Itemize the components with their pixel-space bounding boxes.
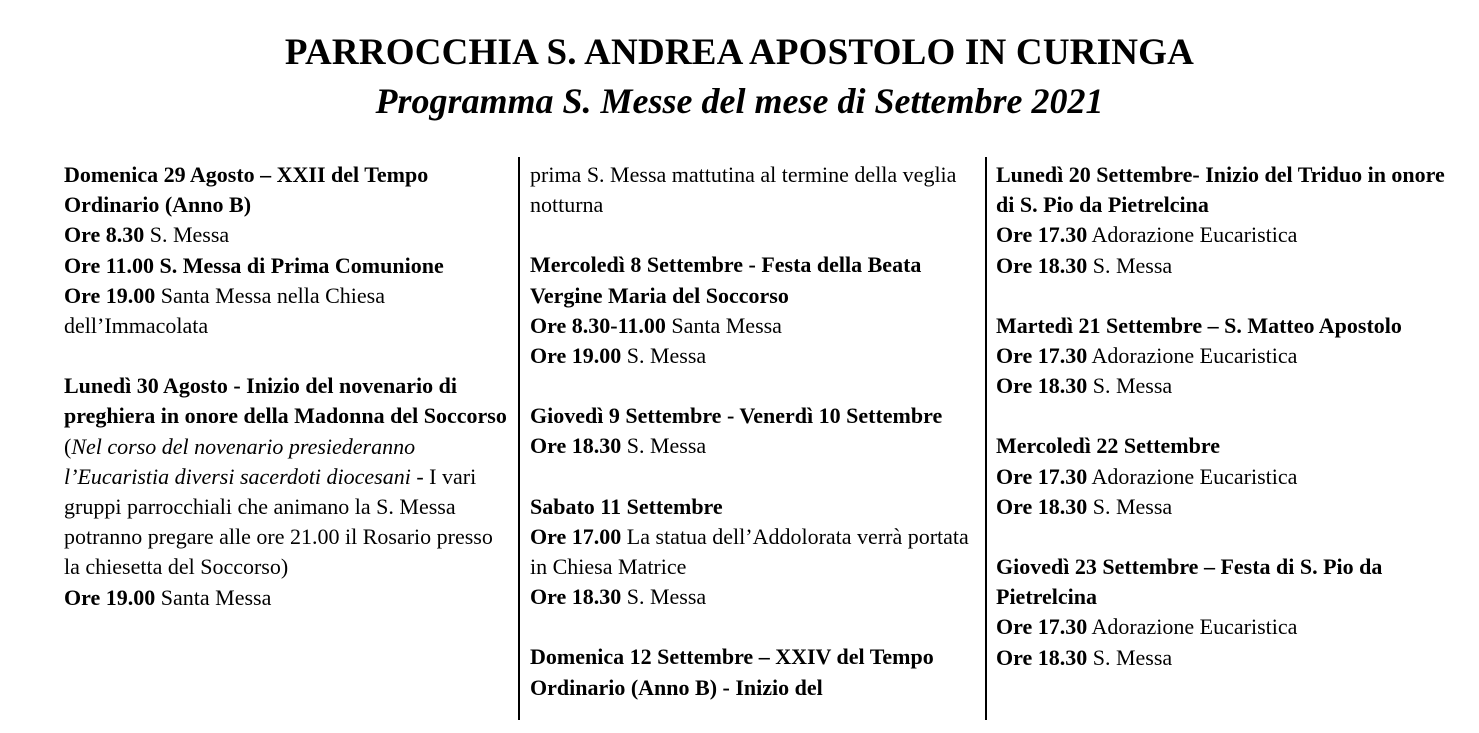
entry-text: S. Messa xyxy=(1087,493,1173,519)
entry-line xyxy=(996,462,1446,492)
entry-time: Ore 17.30 xyxy=(996,614,1088,640)
entry-text: Santa Messa xyxy=(155,584,272,610)
column-divider-1 xyxy=(518,157,520,720)
entry-time: Ore 18.30 xyxy=(530,433,622,459)
entry-line xyxy=(530,582,970,612)
entry-time: Ore 18.30 xyxy=(996,373,1088,399)
entry-time: Ore 17.30 xyxy=(996,463,1088,489)
entry-line xyxy=(996,341,1446,371)
entry-text: prima S. Messa mattutina al termine della veglia notturna xyxy=(530,162,957,218)
entry-heading: Sabato 11 Settembre xyxy=(530,493,723,519)
entry-heading: Mercoledì 8 Settembre - Festa della Beata Vergine Maria del Soccorso xyxy=(530,252,922,308)
entry-time: Ore 8.30-11.00 xyxy=(530,312,666,338)
page-subtitle: Programma S. Messe del mese di Settembre 2021 xyxy=(375,81,1104,121)
entry-text: Santa Messa nella Chiesa dell’Immacolata xyxy=(64,282,385,339)
entry-heading: Martedì 21 Settembre – S. Matteo Apostolo xyxy=(996,312,1402,338)
schedule-entry xyxy=(996,431,1446,522)
entry-line xyxy=(996,643,1446,673)
entry-time: Ore 19.00 xyxy=(530,343,622,369)
entry-text: S. Messa xyxy=(621,343,707,369)
entry-heading: Giovedì 23 Settembre – Festa di S. Pio da Pietrelcina xyxy=(996,554,1383,610)
entry-time: Ore 18.30 xyxy=(530,584,622,610)
entry-time: Ore 19.00 xyxy=(64,282,156,308)
schedule-entry xyxy=(530,250,970,371)
entry-text: Adorazione Eucaristica xyxy=(1087,463,1298,489)
entry-time: Ore 17.00 xyxy=(530,523,622,549)
entry-time: Ore 18.30 xyxy=(996,644,1088,670)
entry-text: La statua dell’Addolorata verrà portata in Chiesa Matrice xyxy=(530,523,969,580)
schedule-column-1 xyxy=(64,160,510,643)
schedule-entry xyxy=(530,401,970,461)
entry-line xyxy=(996,220,1446,250)
entry-line xyxy=(530,341,970,371)
entry-line xyxy=(64,281,510,341)
entry-text: S. Messa xyxy=(621,433,707,459)
entry-line xyxy=(996,251,1446,281)
entry-heading: Giovedì 9 Settembre - Venerdì 10 Settembre xyxy=(530,403,943,429)
schedule-column-3 xyxy=(996,160,1446,703)
entry-text: Adorazione Eucaristica xyxy=(1087,222,1298,248)
entry-text: Adorazione Eucaristica xyxy=(1087,614,1298,640)
entry-heading: Lunedì 30 Agosto - Inizio del novenario di preghiera in onore della Madonna del Soccorso xyxy=(64,373,507,429)
entry-line xyxy=(996,492,1446,522)
schedule-entry xyxy=(530,492,970,613)
entry-text: Adorazione Eucaristica xyxy=(1087,343,1298,369)
entry-time: Ore 18.30 xyxy=(996,252,1088,278)
entry-text: S. Messa xyxy=(144,222,230,248)
page-header xyxy=(0,28,1479,124)
entry-line xyxy=(64,220,510,250)
entry-time: Ore 8.30 xyxy=(64,222,145,248)
schedule-entry xyxy=(996,311,1446,402)
entry-heading: Lunedì 20 Settembre- Inizio del Triduo in onore di S. Pio da Pietrelcina xyxy=(996,162,1445,218)
entry-line xyxy=(530,311,970,341)
entry-note xyxy=(64,432,510,583)
entry-line xyxy=(64,583,510,613)
entry-text: S. Messa xyxy=(1087,252,1173,278)
column-divider-2 xyxy=(985,157,987,720)
entry-line-bold: Ore 11.00 S. Messa di Prima Comunione xyxy=(64,252,444,278)
entry-time: Ore 18.30 xyxy=(996,493,1088,519)
schedule-entry xyxy=(996,160,1446,281)
schedule-entry xyxy=(996,552,1446,673)
entry-line xyxy=(530,522,970,582)
entry-text: S. Messa xyxy=(621,584,707,610)
schedule-entry-continued xyxy=(530,160,970,220)
schedule-entry xyxy=(64,160,510,341)
schedule-entry xyxy=(530,642,970,702)
note-paren: ( xyxy=(64,433,72,459)
schedule-column-2 xyxy=(530,160,970,733)
entry-time: Ore 17.30 xyxy=(996,222,1088,248)
entry-line xyxy=(530,431,970,461)
page-title: PARROCCHIA S. ANDREA APOSTOLO IN CURINGA xyxy=(284,32,1195,73)
entry-text: S. Messa xyxy=(1087,644,1173,670)
entry-line xyxy=(996,612,1446,642)
entry-heading: Mercoledì 22 Settembre xyxy=(996,433,1220,459)
schedule-entry xyxy=(64,371,510,613)
entry-text: Santa Messa xyxy=(665,312,782,338)
entry-line xyxy=(996,371,1446,401)
entry-time: Ore 19.00 xyxy=(64,584,156,610)
entry-text: S. Messa xyxy=(1087,373,1173,399)
entry-heading: Domenica 12 Settembre – XXIV del Tempo Ordinario (Anno B) - Inizio del xyxy=(530,644,934,700)
note-text: - I vari gruppi parrocchiali che animano la S. Messa potranno pregare alle ore 21.00 il Rosario presso la chiesetta del Soccorso) xyxy=(64,463,493,580)
entry-heading: Domenica 29 Agosto – XXII del Tempo Ordinario (Anno B) xyxy=(64,162,429,218)
note-italic: Nel corso del novenario presiederanno l’Eucaristia diversi sacerdoti diocesani xyxy=(64,433,416,489)
entry-time: Ore 17.30 xyxy=(996,343,1088,369)
